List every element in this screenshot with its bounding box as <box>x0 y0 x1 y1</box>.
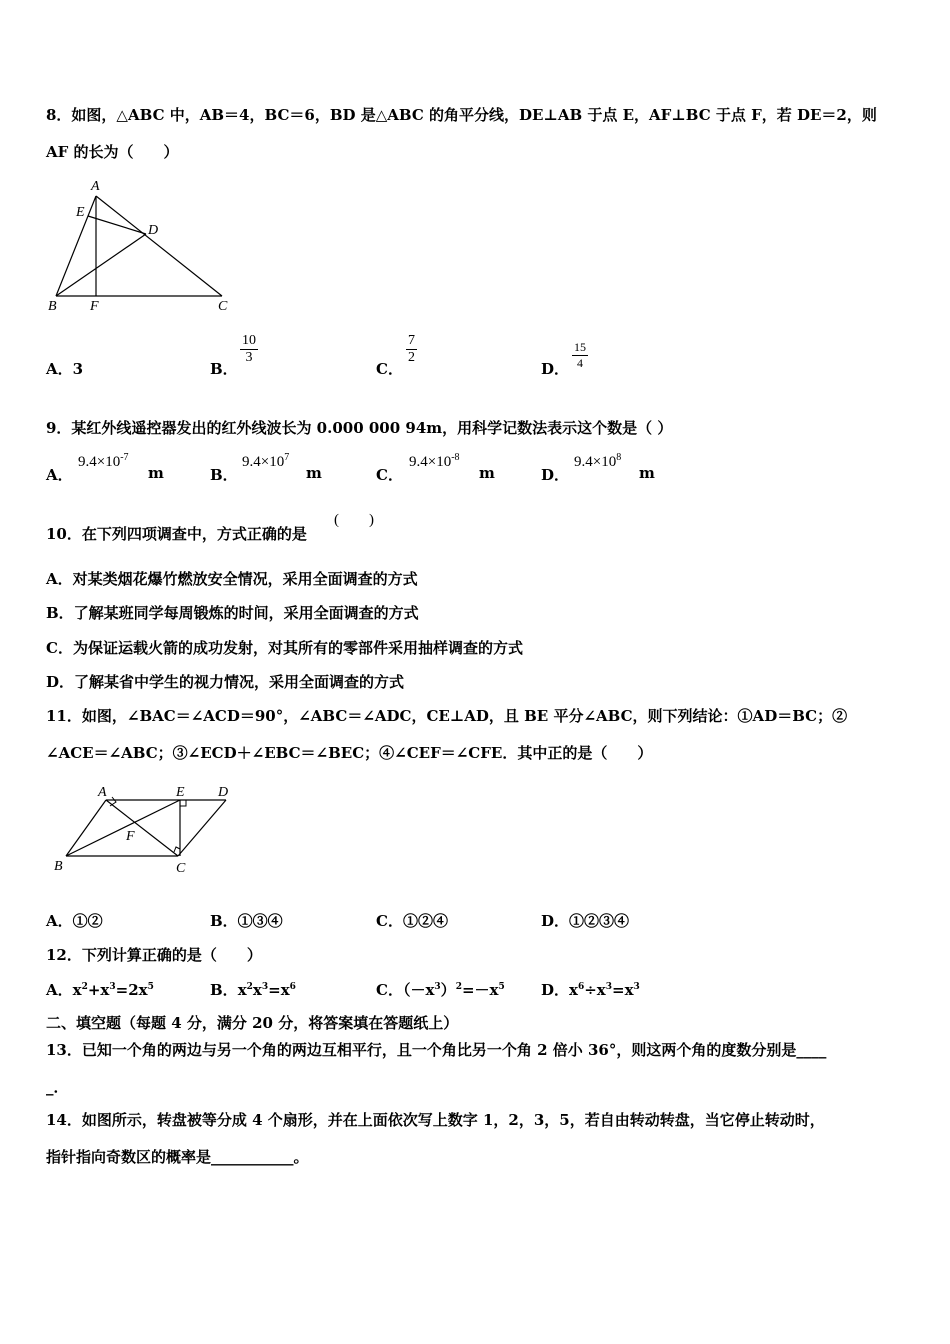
q9-option-a-unit: m <box>148 464 164 482</box>
q11-label-f: F <box>126 829 135 844</box>
q8-option-d-label: D． <box>541 360 570 378</box>
q11-label-a: A <box>98 785 107 800</box>
q8-option-d-denominator: 4 <box>577 356 583 370</box>
q11-line2: ∠ACE＝∠ABC；③∠ECD＋∠EBC＝∠BEC；④∠CEF＝∠CFE．其中正的是（ ） <box>46 744 653 762</box>
q12-option-c: C．$(-x^3)^2=-x^5$ <box>376 981 505 999</box>
q11-option-d: D．①②③④ <box>541 912 630 930</box>
q13-line1: 13．已知一个角的两边与另一个角的两边互相平行，且一个角比另一个角 2 倍小 36°，则这两个角的度数分别是____ <box>46 1041 827 1059</box>
q8-triangle-figure <box>40 176 240 316</box>
q9-option-d-exp: 8 <box>616 452 622 463</box>
q8-option-b-numerator: 10 <box>242 333 256 348</box>
q8-label-a: A <box>91 179 100 194</box>
q10-option-b: B．了解某班同学每周锻炼的时间，采用全面调查的方式 <box>46 604 419 622</box>
q9-option-d-value <box>574 452 621 471</box>
q8-option-a-label: A． <box>46 360 73 378</box>
q9-option-b-base: 9.4×10 <box>242 454 285 470</box>
q9-option-a-exp: -7 <box>120 452 129 463</box>
q9-option-d-label: D． <box>541 466 570 484</box>
q12-option-c-label: C． <box>376 981 403 999</box>
q9-option-d-base: 9.4×10 <box>574 454 617 470</box>
q11-parallelogram-figure <box>46 780 246 880</box>
q9-option-c-base: 9.4×10 <box>409 454 452 470</box>
q9-option-b-value <box>242 452 289 471</box>
q8-option-c-denominator: 2 <box>408 350 415 365</box>
q8-label-f: F <box>90 299 99 314</box>
q8-label-d: D <box>148 223 159 238</box>
q11-option-a: A．①② <box>46 912 103 930</box>
q9-option-c-value <box>409 452 460 471</box>
q8-option-c-fraction <box>406 333 417 366</box>
q14-line2: 指针指向奇数区的概率是___________。 <box>46 1148 309 1166</box>
q8-option-a-value: 3 <box>72 360 84 378</box>
q10-option-a: A．对某类烟花爆竹燃放安全情况，采用全面调查的方式 <box>46 570 418 588</box>
q8-option-d-numerator: 15 <box>574 340 586 354</box>
q8-option-b-label: B． <box>210 360 238 378</box>
q9-text: 9．某红外线遥控器发出的红外线波长为 0.000 000 94m，用科学记数法表示这个数是（ ） <box>46 419 673 437</box>
q9-option-c-unit: m <box>479 464 495 482</box>
q14-line1: 14．如图所示，转盘被等分成 4 个扇形，并在上面依次写上数字 1，2，3，5，若自由转动转盘，当它停止转动时， <box>46 1111 825 1129</box>
q9-option-a-value <box>78 452 129 471</box>
q8-option-b-fraction <box>240 333 258 366</box>
q9-option-b-exp: 7 <box>284 452 290 463</box>
q12-option-b: B．$x^2x^3=x^6$ <box>210 981 296 999</box>
q11-label-b: B <box>54 859 63 874</box>
q8-line2: AF 的长为（ ） <box>46 143 179 161</box>
q9-option-c-label: C． <box>376 466 403 484</box>
q11-label-d: D <box>218 785 229 800</box>
q9-option-b-unit: m <box>306 464 322 482</box>
q8-label-c: C <box>218 299 228 314</box>
q8-label-e: E <box>76 205 85 220</box>
q8-line1: 8．如图，△ABC 中，AB＝4，BC＝6，BD 是△ABC 的角平分线，DE⊥AB 于点 E，AF⊥BC 于点 F，若 DE＝2，则 <box>46 106 877 124</box>
q8-option-c-label: C． <box>376 360 403 378</box>
q10-option-d: D．了解某省中学生的视力情况，采用全面调查的方式 <box>46 673 405 691</box>
q10-text: 10．在下列四项调查中，方式正确的是 <box>46 525 307 543</box>
q11-label-e: E <box>176 785 185 800</box>
q8-label-b: B <box>48 299 57 314</box>
q8-option-b-denominator: 3 <box>245 350 253 365</box>
q12-text: 12．下列计算正确的是（ ） <box>46 946 262 964</box>
q12-option-d-label: D． <box>541 981 570 999</box>
q11-option-b: B．①③④ <box>210 912 283 930</box>
q10-option-c: C．为保证运载火箭的成功发射，对其所有的零部件采用抽样调查的方式 <box>46 639 523 657</box>
q9-option-a-label: A． <box>46 466 73 484</box>
section-title-fill-in: 二、填空题（每题 4 分，满分 20 分，将答案填在答题纸上） <box>46 1014 459 1032</box>
q9-option-b-label: B． <box>210 466 238 484</box>
q12-option-b-label: B． <box>210 981 238 999</box>
q11-label-c: C <box>176 861 186 876</box>
q12-option-a: A．$x^2+x^3=2x^5$ <box>46 981 154 999</box>
q8-option-d-fraction <box>572 340 588 371</box>
q11-line1: 11．如图，∠BAC＝∠ACD＝90°，∠ABC＝∠ADC，CE⊥AD，且 BE 平分∠ABC，则下列结论：①AD＝BC；② <box>46 707 848 725</box>
q9-option-c-exp: -8 <box>451 452 460 463</box>
q9-option-a-base: 9.4×10 <box>78 454 121 470</box>
q11-option-c: C．①②④ <box>376 912 448 930</box>
q12-option-a-label: A． <box>46 981 73 999</box>
q10-answer-paren: ( ) <box>334 512 374 528</box>
q8-option-c-numerator: 7 <box>408 333 415 348</box>
q12-option-d: D．$x^6\div x^3=x^3$ <box>541 981 640 999</box>
q13-line2: _． <box>46 1078 69 1096</box>
q9-option-d-unit: m <box>639 464 655 482</box>
q8-option-a <box>46 358 83 379</box>
